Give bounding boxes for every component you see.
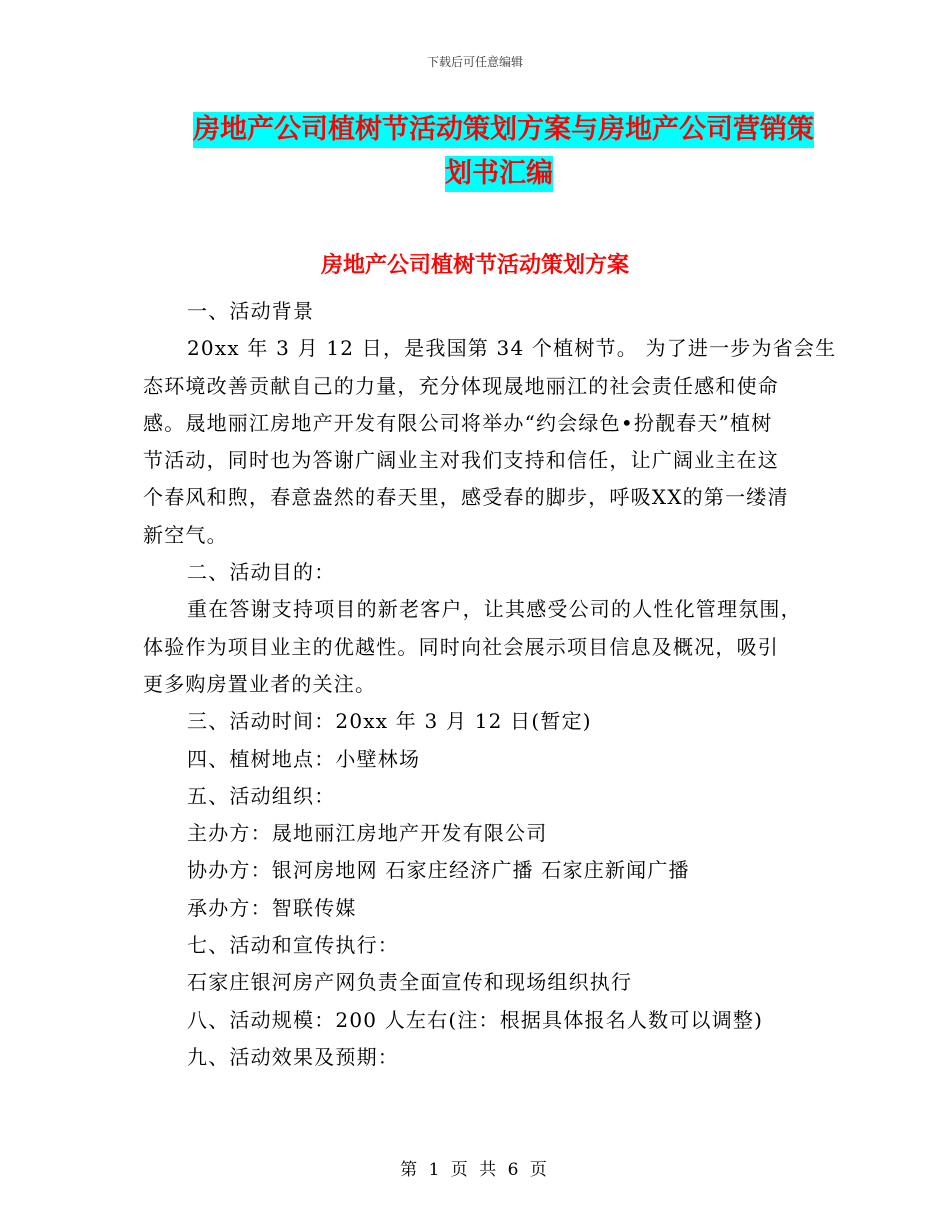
header-note: 下载后可任意编辑: [426, 55, 523, 69]
document-body: [143, 293, 837, 1076]
body-line: 态环境改善贡献自己的力量，充分体现晟地丽江的社会责任感和使命: [143, 373, 779, 398]
body-line: 新空气。: [143, 522, 228, 547]
document-title-line-1: [193, 112, 814, 148]
document-title-line-2: [193, 156, 805, 192]
body-line: 石家庄银河房产网负责全面宣传和现场组织执行: [187, 970, 633, 995]
body-line: 一、活动背景: [187, 299, 315, 323]
document-title-text-1: 房地产公司植树节活动策划方案与房地产公司营销策: [193, 112, 814, 148]
body-line: 四、植树地点：小壁林场: [187, 746, 421, 771]
body-line: 体验作为项目业主的优越性。同时向社会展示项目信息及概况，吸引: [143, 634, 779, 659]
body-line: 20xx 年 3 月 12 日，是我国第 34 个植树节。 为了进一步为省会生: [187, 336, 837, 361]
body-line: 协办方：银河房地网 石家庄经济广播 石家庄新闻广播: [187, 858, 690, 883]
body-line: 节活动，同时也为答谢广阔业主对我们支持和信任，让广阔业主在这: [143, 448, 779, 473]
body-line: 个春风和煦，春意盎然的春天里，感受春的脚步，呼吸XX的第一缕清: [143, 485, 789, 510]
body-line: 二、活动目的：: [187, 560, 336, 585]
body-line: 五、活动组织：: [187, 783, 336, 808]
document-title-text-2: 划书汇编: [445, 156, 553, 192]
section-title: 房地产公司植树节活动策划方案: [320, 253, 629, 278]
body-line: 九、活动效果及预期：: [187, 1044, 399, 1069]
body-line: 重在答谢支持项目的新老客户，让其感受公司的人性化管理氛围，: [187, 597, 802, 622]
body-line: 七、活动和宣传执行：: [187, 933, 399, 958]
body-line: 承办方：智联传媒: [187, 895, 357, 920]
body-line: 主办方：晟地丽江房地产开发有限公司: [187, 821, 548, 846]
body-line: 更多购房置业者的关注。: [143, 671, 377, 696]
body-line: 三、活动时间：20xx 年 3 月 12 日(暂定): [187, 709, 592, 734]
body-line: 感。晟地丽江房地产开发有限公司将举办“约会绿色•扮靓春天”植树: [143, 410, 773, 435]
body-line: 八、活动规模：200 人左右(注：根据具体报名人数可以调整): [187, 1007, 764, 1032]
page-number: 第 1 页 共 6 页: [400, 1160, 550, 1180]
